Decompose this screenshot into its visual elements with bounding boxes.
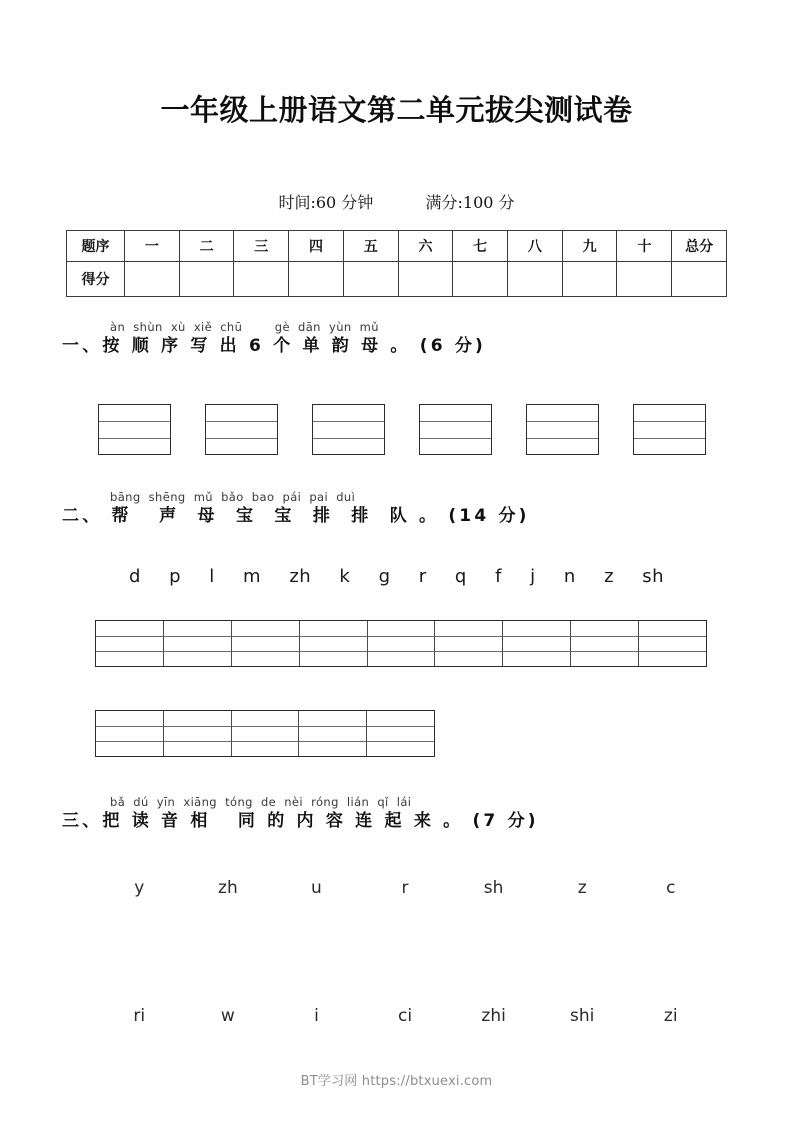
guide-line (232, 741, 299, 742)
score-col-1: 一 (125, 231, 180, 262)
guide-line (435, 636, 502, 637)
guide-line (503, 636, 570, 637)
time-limit-label: 时间:60 分钟 (278, 193, 374, 212)
match-bottom-item-4[interactable]: ci (397, 1006, 413, 1026)
letter-item-12: n (563, 566, 576, 587)
score-col-9: 九 (562, 231, 617, 262)
score-col-5: 五 (343, 231, 398, 262)
guide-line (206, 421, 277, 422)
question-2-pinyin: bāng shēng mǔ bǎo bao pái pai duì (110, 490, 356, 504)
match-bottom-item-1[interactable]: ri (133, 1006, 146, 1026)
letter-item-1: d (128, 566, 141, 587)
question-3-match-row-bottom (95, 1006, 715, 1026)
match-top-item-6[interactable]: z (577, 878, 587, 898)
score-col-8: 八 (508, 231, 563, 262)
letter-item-10: f (495, 566, 502, 587)
score-cell-5[interactable] (343, 262, 398, 297)
pinyin-grid-cell[interactable] (164, 711, 232, 756)
pinyin-grid-cell[interactable] (300, 621, 368, 666)
match-bottom-item-7[interactable]: zi (663, 1006, 678, 1026)
pinyin-grid-cell[interactable] (571, 621, 639, 666)
guide-line (527, 438, 598, 439)
guide-line (368, 651, 435, 652)
score-col-3: 三 (234, 231, 289, 262)
score-col-4: 四 (289, 231, 344, 262)
question-2-title: 二、 帮 声 母 宝 宝 排 排 队 。 (14 分) (62, 506, 530, 526)
score-cell-8[interactable] (508, 262, 563, 297)
guide-line (232, 651, 299, 652)
pinyin-grid-cell[interactable] (435, 621, 503, 666)
match-bottom-item-2[interactable]: w (220, 1006, 235, 1026)
question-1-answer-boxes (98, 404, 706, 455)
pinyin-grid-cell[interactable] (299, 711, 367, 756)
guide-line (96, 741, 163, 742)
guide-line (527, 421, 598, 422)
question-3-title: 三、把 读 音 相 同 的 内 容 连 起 来 。 (7 分) (62, 811, 539, 831)
guide-line (99, 421, 170, 422)
guide-line (420, 438, 491, 439)
guide-line (99, 438, 170, 439)
question-1-title: 一、按 顺 序 写 出 6 个 单 韵 母 。 (6 分) (62, 336, 487, 356)
table-row-question-numbers (67, 231, 727, 262)
guide-line (96, 726, 163, 727)
footer-watermark: BT学习网 https://btxuexi.com (300, 1074, 493, 1089)
question-1-heading (62, 320, 762, 358)
letter-item-4: m (243, 566, 262, 587)
letter-item-13: z (604, 566, 615, 587)
guide-line (634, 421, 705, 422)
guide-line (164, 651, 231, 652)
guide-line (367, 741, 434, 742)
pinyin-grid-cell[interactable] (96, 711, 164, 756)
pinyin-writing-box[interactable] (526, 404, 599, 455)
score-cell-9[interactable] (562, 262, 617, 297)
page-title: 一年级上册语文第二单元拔尖测试卷 (160, 93, 633, 127)
pinyin-grid-cell[interactable] (232, 621, 300, 666)
pinyin-writing-box[interactable] (205, 404, 278, 455)
guide-line (299, 741, 366, 742)
score-cell-1[interactable] (125, 262, 180, 297)
question-3-pinyin: bǎ dú yīn xiāng tóng de nèi róng lián qǐ lái (110, 795, 412, 809)
letter-item-5: zh (289, 566, 312, 587)
score-cell-4[interactable] (289, 262, 344, 297)
guide-line (503, 651, 570, 652)
guide-line (367, 726, 434, 727)
score-cell-7[interactable] (453, 262, 508, 297)
pinyin-grid-cell[interactable] (639, 621, 706, 666)
guide-line (571, 651, 638, 652)
guide-line (232, 636, 299, 637)
guide-line (313, 421, 384, 422)
guide-line (299, 726, 366, 727)
guide-line (368, 636, 435, 637)
pinyin-grid-cell[interactable] (232, 711, 300, 756)
question-2-heading (62, 490, 762, 528)
letter-item-11: j (530, 566, 536, 587)
letter-item-14: sh (642, 566, 665, 587)
match-top-item-3[interactable]: u (311, 878, 322, 898)
exam-meta (0, 190, 793, 213)
guide-line (164, 741, 231, 742)
guide-line (571, 636, 638, 637)
guide-line (96, 651, 163, 652)
score-col-total: 总分 (672, 231, 727, 262)
score-cell-6[interactable] (398, 262, 453, 297)
match-bottom-item-6[interactable]: shi (570, 1006, 595, 1026)
letter-item-6: k (339, 566, 351, 587)
question-2-answer-grid-row-2 (95, 710, 435, 757)
letter-item-8: r (418, 566, 427, 587)
pinyin-writing-box[interactable] (98, 404, 171, 455)
guide-line (634, 438, 705, 439)
guide-line (206, 438, 277, 439)
match-top-item-5[interactable]: sh (483, 878, 504, 898)
score-table-header-score: 得分 (67, 262, 125, 297)
score-col-2: 二 (179, 231, 234, 262)
guide-line (639, 651, 706, 652)
score-col-10: 十 (617, 231, 672, 262)
guide-line (313, 438, 384, 439)
pinyin-writing-box[interactable] (312, 404, 385, 455)
question-1-pinyin: àn shùn xù xiě chū gè dān yùn mǔ (110, 320, 379, 334)
letter-item-9: q (454, 566, 467, 587)
pinyin-grid-cell[interactable] (368, 621, 436, 666)
pinyin-grid-cell[interactable] (367, 711, 434, 756)
total-points-label: 满分:100 分 (425, 193, 515, 212)
match-top-item-4[interactable]: r (401, 878, 409, 898)
question-3-heading (62, 795, 762, 833)
guide-line (232, 726, 299, 727)
match-top-item-2[interactable]: zh (218, 878, 238, 898)
pinyin-grid-cell[interactable] (164, 621, 232, 666)
guide-line (435, 651, 502, 652)
score-cell-3[interactable] (234, 262, 289, 297)
question-3-match-row-top (95, 878, 715, 898)
pinyin-grid-cell[interactable] (503, 621, 571, 666)
pinyin-writing-box[interactable] (419, 404, 492, 455)
score-cell-10[interactable] (617, 262, 672, 297)
guide-line (639, 636, 706, 637)
letter-item-2: p (169, 566, 182, 587)
pinyin-writing-box[interactable] (633, 404, 706, 455)
match-top-item-1[interactable]: y (134, 878, 145, 898)
score-cell-total[interactable] (672, 262, 727, 297)
letter-item-7: g (378, 566, 391, 587)
score-table (66, 230, 727, 297)
guide-line (300, 636, 367, 637)
guide-line (164, 726, 231, 727)
question-2-letter-bank (0, 566, 793, 587)
score-col-6: 六 (398, 231, 453, 262)
question-2-answer-grid-row-1 (95, 620, 707, 667)
score-cell-2[interactable] (179, 262, 234, 297)
match-bottom-item-3[interactable]: i (314, 1006, 319, 1026)
guide-line (164, 636, 231, 637)
letter-item-3: l (209, 566, 215, 587)
guide-line (420, 421, 491, 422)
match-bottom-item-5[interactable]: zhi (481, 1006, 506, 1026)
guide-line (96, 636, 163, 637)
pinyin-grid-cell[interactable] (96, 621, 164, 666)
score-table-header-question: 题序 (67, 231, 125, 262)
score-col-7: 七 (453, 231, 508, 262)
guide-line (300, 651, 367, 652)
match-top-item-7[interactable]: c (666, 878, 676, 898)
table-row-scores (67, 262, 727, 297)
